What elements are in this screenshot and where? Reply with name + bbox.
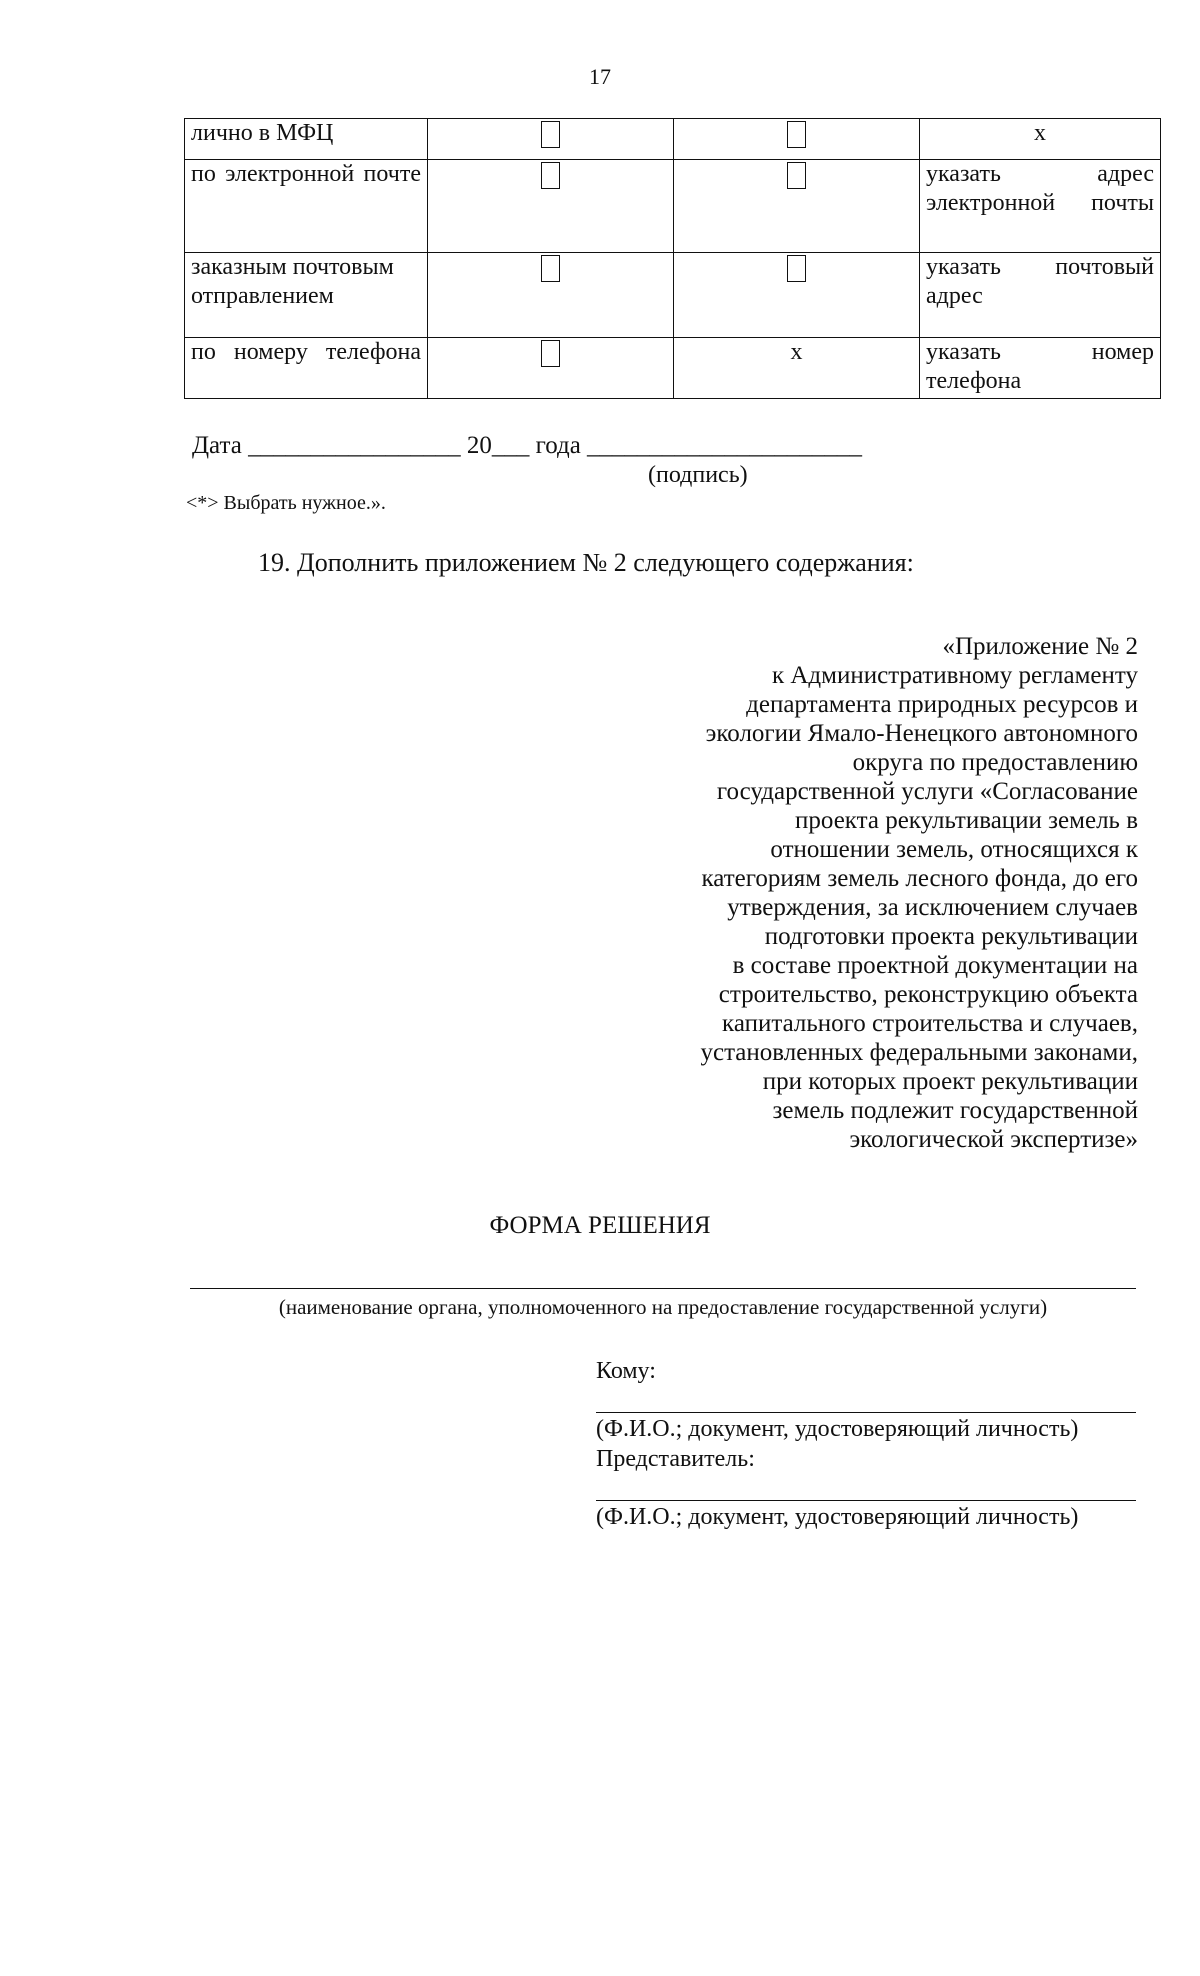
appendix-line: «Приложение № 2: [942, 633, 1138, 660]
delivery-method-table: [184, 118, 1161, 399]
signature-caption: (подпись): [648, 462, 748, 488]
checkbox-icon[interactable]: [541, 340, 560, 367]
table-cell-checkbox: [428, 338, 674, 399]
table-cell-checkbox: [674, 119, 920, 160]
table-cell-note: указать адрес электронной почты: [920, 160, 1161, 253]
table-cell-checkbox: [428, 119, 674, 160]
table-cell-method: по номеру телефона: [185, 338, 428, 399]
appendix-line: округа по предоставлению: [852, 749, 1138, 776]
checkbox-icon[interactable]: [787, 255, 806, 282]
appendix-line: земель подлежит государственной: [772, 1097, 1138, 1124]
org-caption: (наименование органа, уполномоченного на предоставление государственной услуги): [278, 1295, 1048, 1319]
fio-caption: (Ф.И.О.; документ, удостоверяющий личность): [596, 1416, 1079, 1442]
fio-line: [596, 1412, 1136, 1413]
appendix-line: к Административному регламенту: [771, 662, 1138, 689]
table-cell-note: х: [674, 338, 920, 399]
table-row: [185, 253, 1161, 338]
table-cell-note: х: [920, 119, 1161, 160]
appendix-line: проекта рекультивации земель в: [795, 807, 1138, 834]
table-row: [185, 119, 1161, 160]
table-cell-checkbox: [428, 253, 674, 338]
checkbox-icon[interactable]: [787, 121, 806, 148]
representative-fio-line: [596, 1500, 1136, 1501]
appendix-line: капитального строительства и случаев,: [722, 1010, 1138, 1037]
table-row: [185, 160, 1161, 253]
appendix-line: установленных федеральными законами,: [700, 1039, 1138, 1066]
representative-label: Представитель:: [596, 1446, 755, 1472]
date-line: Дата _________________ 20___ года ______________________: [192, 432, 863, 459]
table-cell-checkbox: [674, 160, 920, 253]
checkbox-icon[interactable]: [541, 255, 560, 282]
page-number: 17: [589, 64, 611, 89]
appendix-line: экологической экспертизе»: [849, 1126, 1138, 1153]
appendix-line: отношении земель, относящихся к: [770, 836, 1138, 863]
table-cell-method: по электронной почте: [185, 160, 428, 253]
appendix-line: департамента природных ресурсов и: [746, 691, 1138, 718]
to-label: Кому:: [596, 1358, 656, 1384]
table-cell-note: указать почтовый адрес: [920, 253, 1161, 338]
org-name-line: [190, 1288, 1136, 1289]
table-cell-checkbox: [674, 253, 920, 338]
checkbox-icon[interactable]: [541, 121, 560, 148]
checkbox-icon[interactable]: [541, 162, 560, 189]
table-row: [185, 338, 1161, 399]
checkbox-icon[interactable]: [787, 162, 806, 189]
table-cell-method: лично в МФЦ: [185, 119, 428, 160]
item-19-paragraph: 19. Дополнить приложением № 2 следующего содержания:: [258, 548, 914, 577]
appendix-line: категориям земель лесного фонда, до его: [701, 865, 1138, 892]
footnote: <*> Выбрать нужное.».: [186, 492, 386, 514]
appendix-header: [578, 632, 1138, 1154]
appendix-line: государственной услуги «Согласование: [716, 778, 1138, 805]
appendix-line: при которых проект рекультивации: [762, 1068, 1138, 1095]
appendix-line: в составе проектной документации на: [732, 952, 1138, 979]
appendix-line: подготовки проекта рекультивации: [764, 923, 1138, 950]
table-cell-method: заказным почтовым отправлением: [185, 253, 428, 338]
representative-fio-caption: (Ф.И.О.; документ, удостоверяющий личность): [596, 1504, 1079, 1530]
appendix-line: утверждения, за исключением случаев: [727, 894, 1138, 921]
form-title: ФОРМА РЕШЕНИЯ: [489, 1212, 711, 1239]
appendix-line: строительство, реконструкцию объекта: [718, 981, 1138, 1008]
table-cell-checkbox: [428, 160, 674, 253]
table-cell-note: указать номер телефона: [920, 338, 1161, 399]
appendix-line: экологии Ямало-Ненецкого автономного: [705, 720, 1138, 747]
